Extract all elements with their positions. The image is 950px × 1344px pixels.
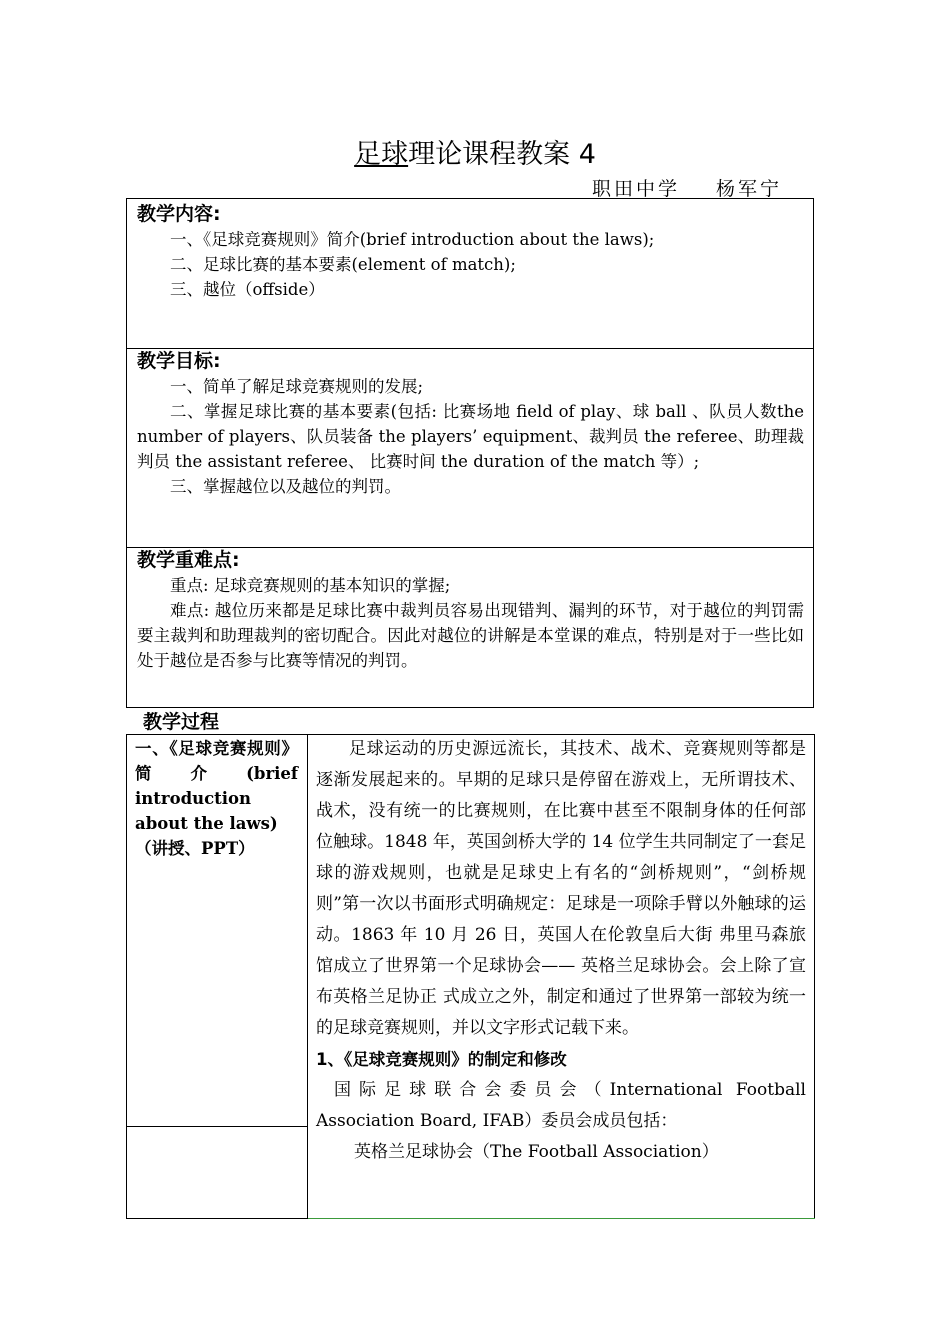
content-section (127, 201, 813, 302)
goals-item: 一、简单了解足球竞赛规则的发展; (170, 377, 424, 396)
keypoints-heading: 教学重难点: (137, 549, 240, 571)
history-paragraph: 足球运动的历史源远流长，其技术、战术、竞赛规则等都是逐渐发展起来的。早期的足球只是停留在游戏上，无所谓技术、战术，没有统一的比赛规则，在比赛中甚至不限制身体的任何部位触球。1848 年，英国剑桥大学的 14 位学生共同制定了一套足球的游戏规则，也就是足球史上有名的“剑桥规则”，“剑桥规则”第一次以书面形式明确规定：足球是一项除手臂以外触球的运动。1863 年 10 月 26 日，英国人在伦敦皇后大街 弗里马森旅馆成立了世界第一个足球协会—— 英格兰足球协会。会上除了宣布英格兰足协正 式成立之外，制定和通过了世界第一部较为统一的足球竞赛规则，并以文字形式记载下来。 (316, 739, 806, 1038)
goals-item: 三、掌握越位以及越位的判罚。 (170, 477, 401, 496)
author-line (592, 174, 782, 201)
table-bottom-left (126, 1218, 308, 1219)
goals-heading: 教学目标: (137, 350, 221, 372)
ifab-paragraph: 国际足球联合会委员会（International Football Association Board, IFAB）委员会成员包括： (316, 1080, 806, 1131)
keypoints-item: 重点: 足球竞赛规则的基本知识的掌握; (170, 576, 451, 595)
content-item: 一、《足球竞赛规则》简介(brief introduction about the laws); (170, 230, 655, 249)
goals-section (127, 348, 813, 499)
sub-heading: 1、《足球竞赛规则》的制定和修改 (316, 1050, 567, 1069)
fa-paragraph: 英格兰足球协会（The Football Association） (354, 1142, 719, 1162)
keypoints-item: 难点: 越位历来都是足球比赛中裁判员容易出现错判、漏判的环节，对于越位的判罚需要主裁判和助理裁判的密切配合。因此对越位的讲解是本堂课的难点，特别是对于一些比如处于越位是否参与比赛等情况的判罚。 (137, 601, 804, 670)
content-item: 三、越位（offside） (170, 280, 325, 299)
process-method: （讲授、PPT） (135, 839, 255, 858)
process-left-cell (135, 736, 298, 861)
keypoints-section (127, 547, 813, 673)
document-title (0, 132, 950, 171)
row-divider (126, 1126, 308, 1127)
process-table (126, 734, 815, 1219)
content-heading: 教学内容: (137, 203, 221, 225)
process-right-cell (316, 734, 806, 1168)
school-name: 职田中学 (591, 178, 680, 200)
process-heading: 教学过程 (143, 711, 220, 733)
table-bottom-right (308, 1218, 815, 1219)
title-underlined: 足球 (354, 139, 409, 170)
lesson-info-table (126, 198, 814, 708)
teacher-name: 杨军宁 (715, 178, 782, 200)
column-divider (307, 734, 308, 1219)
content-item: 二、足球比赛的基本要素(element of match); (170, 255, 516, 274)
goals-item: 二、掌握足球比赛的基本要素(包括: 比赛场地 field of play、球 ball 、队员人数the number of players、队员装备 the players’ equipment、裁判员 the referee、助理裁判员 the assistant referee、 比赛时间 the duration of the match 等）; (137, 402, 804, 471)
process-section-title: 一、《足球竞赛规则》简介(brief introduction about the laws) (135, 739, 298, 833)
title-rest: 理论课程教案 4 (408, 139, 596, 170)
